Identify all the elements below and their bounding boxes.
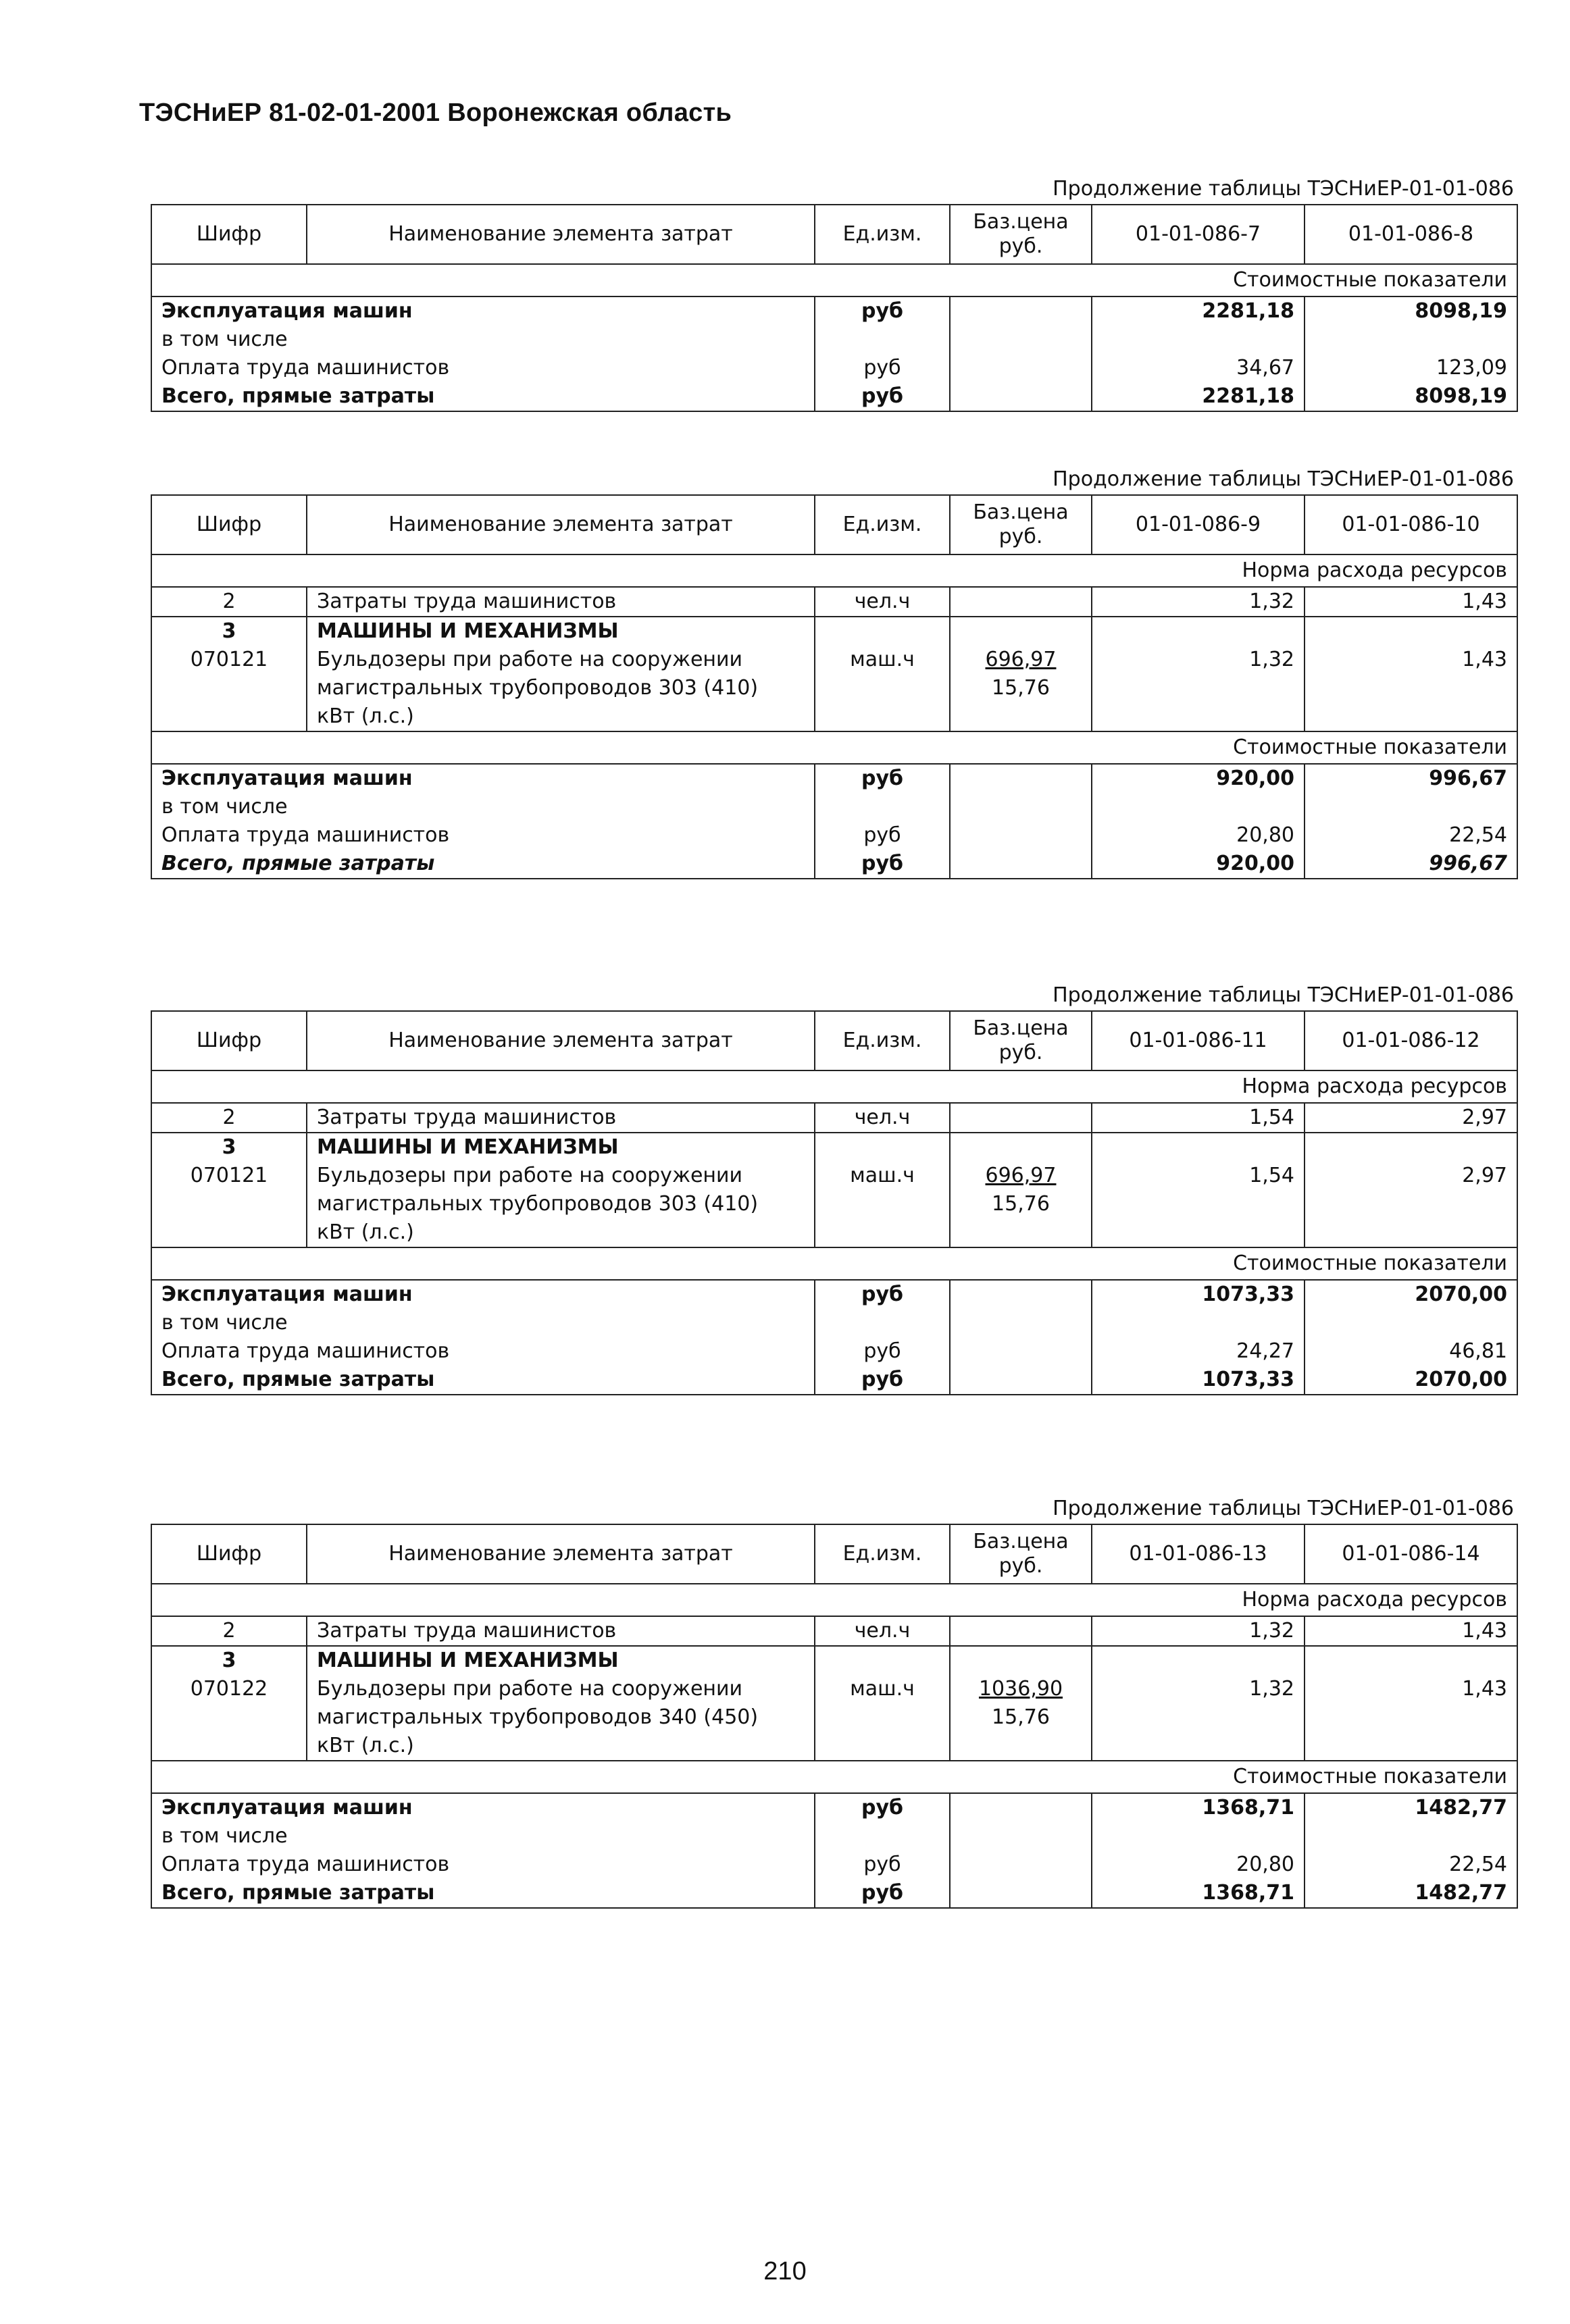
header-code: Шифр [151, 1524, 307, 1584]
header-col2: 01-01-086-8 [1305, 205, 1517, 264]
header-code: Шифр [151, 495, 307, 554]
header-unit: Ед.изм. [815, 1524, 950, 1584]
machine-unit: маш.ч [815, 1675, 950, 1761]
value-cell: 34,67 [1092, 354, 1305, 382]
value-cell: 1,54 [1092, 1103, 1305, 1133]
machines-heading: МАШИНЫ И МЕХАНИЗМЫ [307, 1646, 815, 1675]
value-cell: 996,67 [1305, 764, 1517, 793]
machine-price: 696,97 15,76 [950, 646, 1092, 731]
labor-name: Затраты труда машинистов [307, 1103, 815, 1133]
row-driver-pay-label: Оплата труда машинистов [151, 821, 815, 850]
row-driver-pay-label: Оплата труда машинистов [151, 354, 815, 382]
header-code: Шифр [151, 1011, 307, 1070]
value-cell: 1368,71 [1092, 1793, 1305, 1822]
header-name: Наименование элемента затрат [307, 1524, 815, 1584]
value-cell: 8098,19 [1305, 382, 1517, 411]
machines-code: 3 [151, 1133, 307, 1162]
value-cell: 20,80 [1092, 821, 1305, 850]
row-driver-pay-label: Оплата труда машинистов [151, 1337, 815, 1366]
table-header-row [151, 1011, 1517, 1070]
section-norm: Норма расхода ресурсов [151, 1584, 1517, 1616]
machines-code: 3 [151, 617, 307, 646]
value-cell: 1,54 [1092, 1162, 1305, 1247]
continuation-caption: Продолжение таблицы ТЭСНиЕР-01-01-086 [1053, 177, 1514, 201]
value-cell: 2281,18 [1092, 382, 1305, 411]
machine-description: Бульдозеры при работе на сооружении магистральных трубопроводов 340 (450) кВт (л.с.) [307, 1675, 815, 1761]
row-unit: руб [815, 850, 950, 879]
continuation-caption: Продолжение таблицы ТЭСНиЕР-01-01-086 [1053, 983, 1514, 1007]
section-cost: Стоимостные показатели [151, 1761, 1517, 1793]
labor-code: 2 [151, 1103, 307, 1133]
value-cell: 1,32 [1092, 1616, 1305, 1646]
value-cell: 20,80 [1092, 1851, 1305, 1879]
header-code: Шифр [151, 205, 307, 264]
header-unit: Ед.изм. [815, 495, 950, 554]
value-cell: 22,54 [1305, 821, 1517, 850]
machine-price: 696,97 15,76 [950, 1162, 1092, 1247]
machines-code: 3 [151, 1646, 307, 1675]
row-driver-pay-label: Оплата труда машинистов [151, 1851, 815, 1879]
row-total-label: Всего, прямые затраты [151, 1879, 815, 1908]
value-cell: 46,81 [1305, 1337, 1517, 1366]
value-cell: 1,43 [1305, 1616, 1517, 1646]
row-unit: руб [815, 296, 950, 326]
row-unit: руб [815, 1366, 950, 1395]
machine-unit: маш.ч [815, 646, 950, 731]
row-unit: руб [815, 1280, 950, 1309]
value-cell: 920,00 [1092, 850, 1305, 879]
value-cell: 1,32 [1092, 587, 1305, 617]
cost-table [151, 494, 1518, 879]
labor-unit: чел.ч [815, 1103, 950, 1133]
row-machine-ops-label: Эксплуатация машин [151, 296, 815, 326]
header-col2: 01-01-086-12 [1305, 1011, 1517, 1070]
labor-code: 2 [151, 587, 307, 617]
header-col1: 01-01-086-7 [1092, 205, 1305, 264]
cost-table [151, 204, 1518, 412]
header-name: Наименование элемента затрат [307, 495, 815, 554]
header-name: Наименование элемента затрат [307, 1011, 815, 1070]
table-block-1 [151, 174, 1517, 412]
header-price: Баз.цена руб. [950, 1011, 1092, 1070]
continuation-caption: Продолжение таблицы ТЭСНиЕР-01-01-086 [1053, 1497, 1514, 1520]
row-unit: руб [815, 354, 950, 382]
value-cell: 24,27 [1092, 1337, 1305, 1366]
row-machine-ops-label: Эксплуатация машин [151, 764, 815, 793]
header-col1: 01-01-086-11 [1092, 1011, 1305, 1070]
labor-unit: чел.ч [815, 1616, 950, 1646]
value-cell: 1,32 [1092, 1675, 1305, 1761]
machine-description: Бульдозеры при работе на сооружении магистральных трубопроводов 303 (410) кВт (л.с.) [307, 1162, 815, 1247]
document-title: ТЭСНиЕР 81-02-01-2001 Воронежская область [139, 99, 732, 127]
machine-code: 070121 [151, 646, 307, 731]
value-cell: 920,00 [1092, 764, 1305, 793]
header-col1: 01-01-086-9 [1092, 495, 1305, 554]
row-incl-label: в том числе [151, 1822, 815, 1851]
machine-price: 1036,90 15,76 [950, 1675, 1092, 1761]
header-unit: Ед.изм. [815, 205, 950, 264]
value-cell: 996,67 [1305, 850, 1517, 879]
value-cell: 2281,18 [1092, 296, 1305, 326]
header-price: Баз.цена руб. [950, 205, 1092, 264]
row-unit: руб [815, 1851, 950, 1879]
labor-code: 2 [151, 1616, 307, 1646]
header-unit: Ед.изм. [815, 1011, 950, 1070]
value-cell: 1,32 [1092, 646, 1305, 731]
machine-code: 070121 [151, 1162, 307, 1247]
table-block-3 [151, 981, 1517, 1395]
row-incl-label: в том числе [151, 1309, 815, 1337]
labor-name: Затраты труда машинистов [307, 587, 815, 617]
page-number: 210 [763, 2257, 807, 2286]
section-norm: Норма расхода ресурсов [151, 1070, 1517, 1103]
machine-code: 070122 [151, 1675, 307, 1761]
value-cell: 2070,00 [1305, 1280, 1517, 1309]
value-cell: 2,97 [1305, 1103, 1517, 1133]
machine-unit: маш.ч [815, 1162, 950, 1247]
header-price: Баз.цена руб. [950, 495, 1092, 554]
labor-unit: чел.ч [815, 587, 950, 617]
row-total-label: Всего, прямые затраты [151, 1366, 815, 1395]
header-col1: 01-01-086-13 [1092, 1524, 1305, 1584]
value-cell: 1073,33 [1092, 1366, 1305, 1395]
section-cost: Стоимостные показатели [151, 1247, 1517, 1280]
row-unit: руб [815, 1337, 950, 1366]
row-total-label: Всего, прямые затраты [151, 382, 815, 411]
section-norm: Норма расхода ресурсов [151, 554, 1517, 587]
value-cell: 123,09 [1305, 354, 1517, 382]
machine-description: Бульдозеры при работе на сооружении магистральных трубопроводов 303 (410) кВт (л.с.) [307, 646, 815, 731]
labor-name: Затраты труда машинистов [307, 1616, 815, 1646]
row-incl-label: в том числе [151, 793, 815, 821]
value-cell: 1073,33 [1092, 1280, 1305, 1309]
row-machine-ops-label: Эксплуатация машин [151, 1793, 815, 1822]
value-cell: 1482,77 [1305, 1879, 1517, 1908]
table-header-row [151, 205, 1517, 264]
row-machine-ops-label: Эксплуатация машин [151, 1280, 815, 1309]
continuation-caption: Продолжение таблицы ТЭСНиЕР-01-01-086 [1053, 467, 1514, 491]
table-header-row [151, 495, 1517, 554]
cost-table [151, 1010, 1518, 1395]
section-cost: Стоимостные показатели [151, 264, 1517, 296]
value-cell: 1,43 [1305, 646, 1517, 731]
value-cell: 1482,77 [1305, 1793, 1517, 1822]
row-unit: руб [815, 764, 950, 793]
row-unit: руб [815, 1879, 950, 1908]
table-block-2 [151, 465, 1517, 879]
header-name: Наименование элемента затрат [307, 205, 815, 264]
row-incl-label: в том числе [151, 326, 815, 354]
value-cell: 8098,19 [1305, 296, 1517, 326]
table-block-4 [151, 1494, 1517, 1909]
value-cell: 1,43 [1305, 1675, 1517, 1761]
row-total-label: Всего, прямые затраты [151, 850, 815, 879]
value-cell: 1368,71 [1092, 1879, 1305, 1908]
value-cell: 22,54 [1305, 1851, 1517, 1879]
header-price: Баз.цена руб. [950, 1524, 1092, 1584]
row-unit: руб [815, 1793, 950, 1822]
machines-heading: МАШИНЫ И МЕХАНИЗМЫ [307, 617, 815, 646]
row-unit: руб [815, 382, 950, 411]
cost-table [151, 1524, 1518, 1909]
row-unit: руб [815, 821, 950, 850]
value-cell: 2070,00 [1305, 1366, 1517, 1395]
value-cell: 2,97 [1305, 1162, 1517, 1247]
header-col2: 01-01-086-10 [1305, 495, 1517, 554]
value-cell: 1,43 [1305, 587, 1517, 617]
machines-heading: МАШИНЫ И МЕХАНИЗМЫ [307, 1133, 815, 1162]
section-cost: Стоимостные показатели [151, 731, 1517, 764]
table-header-row [151, 1524, 1517, 1584]
header-col2: 01-01-086-14 [1305, 1524, 1517, 1584]
